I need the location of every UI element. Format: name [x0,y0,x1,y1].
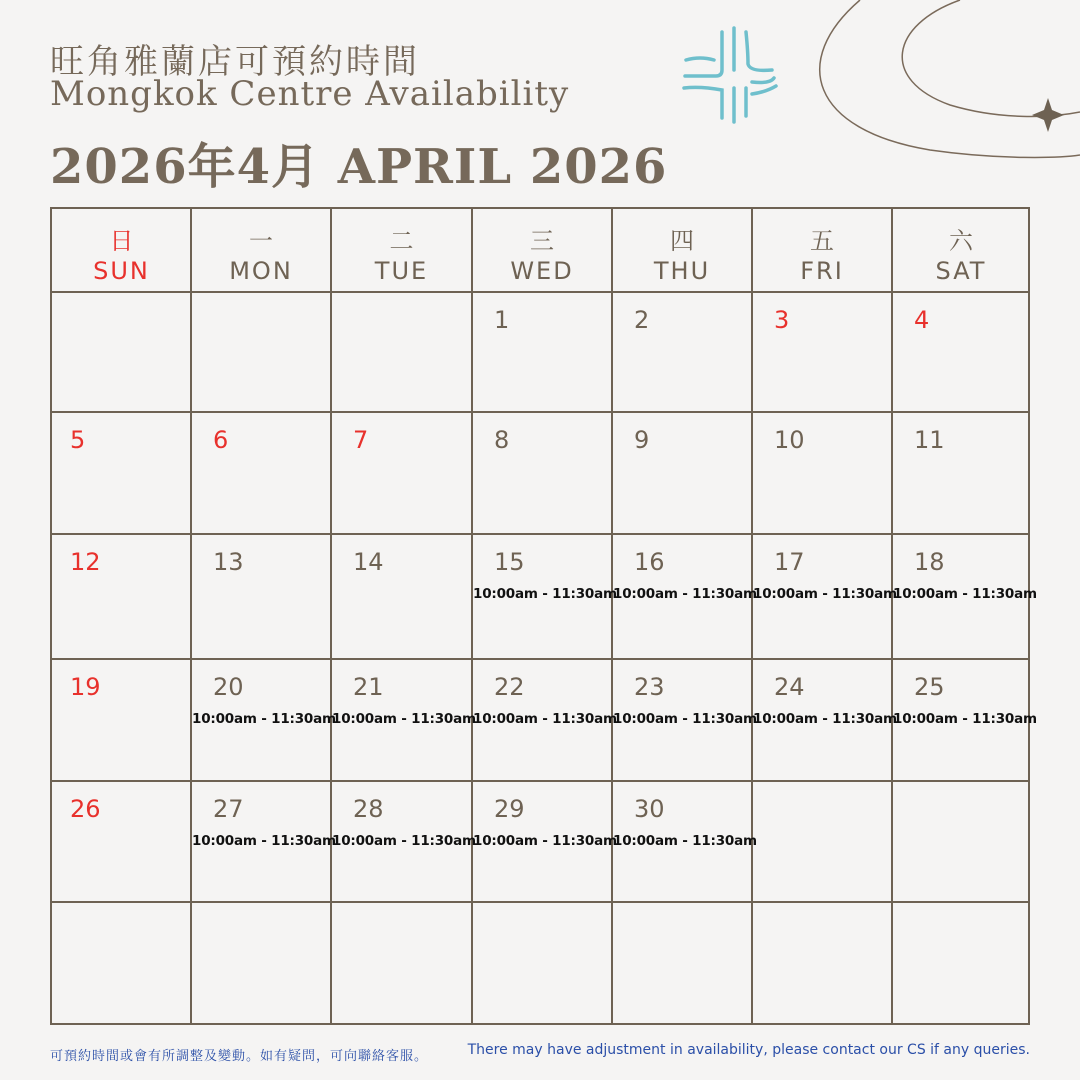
day-number: 1 [494,306,510,334]
time-slot: 10:00am - 11:30am [332,711,476,727]
day-cell[interactable] [472,781,617,902]
day-number: 29 [494,795,525,823]
time-slot: 10:00am - 11:30am [613,711,757,727]
day-cell [52,902,191,1025]
day-cell [191,902,331,1025]
footer-note-chinese: 可預約時間或會有所調整及變動。如有疑問，可向聯絡客服。 [50,1049,429,1064]
day-number: 17 [774,548,805,576]
day-number: 20 [213,673,244,701]
weekday-header-tue [331,209,472,292]
day-cell [892,781,1030,902]
weekday-label-en: TUE [374,257,429,285]
day-number: 3 [774,306,790,334]
weekday-label-en: MON [229,257,293,285]
day-cell[interactable] [472,292,612,412]
day-number: 12 [70,548,101,576]
day-cell[interactable] [331,534,472,659]
day-cell[interactable] [472,412,612,534]
day-cell[interactable] [191,412,331,534]
day-number: 22 [494,673,525,701]
day-number: 28 [353,795,384,823]
day-cell[interactable] [612,412,752,534]
day-cell[interactable] [52,412,191,534]
day-number: 23 [634,673,665,701]
weekday-label-en: WED [510,257,574,285]
day-number: 10 [774,426,805,454]
weekday-label-en: SUN [93,257,150,285]
day-cell[interactable] [892,534,1037,659]
day-number: 8 [494,426,510,454]
day-cell[interactable] [892,659,1037,781]
weekday-header-mon [191,209,331,292]
time-slot: 10:00am - 11:30am [192,711,336,727]
weekday-header-thu [612,209,752,292]
weekday-label-zh: 六 [949,227,973,255]
title-chinese: 旺角雅蘭店可預約時間 [50,42,420,82]
weekday-label-zh: 三 [530,227,554,255]
day-cell [752,902,892,1025]
day-cell[interactable] [752,412,892,534]
time-slot: 10:00am - 11:30am [753,711,897,727]
day-number: 21 [353,673,384,701]
weekday-label-en: FRI [800,257,844,285]
cross-logo-icon [684,28,776,122]
day-cell [331,902,472,1025]
day-cell [752,781,892,902]
day-cell[interactable] [892,412,1030,534]
title-english: Mongkok Centre Availability [50,74,570,114]
day-cell [331,292,472,412]
time-slot: 10:00am - 11:30am [332,833,476,849]
time-slot: 10:00am - 11:30am [613,833,757,849]
day-number: 14 [353,548,384,576]
day-cell[interactable] [612,659,757,781]
day-number: 5 [70,426,86,454]
day-number: 19 [70,673,101,701]
day-cell[interactable] [752,534,897,659]
day-cell[interactable] [752,659,897,781]
day-cell[interactable] [52,534,191,659]
footer-note-english: There may have adjustment in availability, please contact our CS if any queries. [467,1042,1030,1058]
day-number: 11 [914,426,945,454]
weekday-header-fri [752,209,892,292]
day-cell[interactable] [472,659,617,781]
calendar-grid [50,207,1037,1025]
day-number: 9 [634,426,650,454]
month-title: 2026年4月 APRIL 2026 [50,139,668,195]
day-cell[interactable] [191,534,331,659]
day-cell[interactable] [612,781,757,902]
weekday-label-en: THU [653,257,711,285]
day-cell [191,292,331,412]
day-cell[interactable] [612,292,752,412]
day-cell[interactable] [331,781,476,902]
day-cell[interactable] [331,412,472,534]
day-cell [892,902,1030,1025]
weekday-label-zh: 四 [670,227,694,255]
weekday-header-wed [472,209,612,292]
weekday-label-zh: 一 [249,227,273,255]
day-number: 18 [914,548,945,576]
day-cell[interactable] [752,292,892,412]
day-cell[interactable] [52,781,191,902]
weekday-header-sat [892,209,1030,292]
day-number: 4 [914,306,930,334]
weekday-header-sun [52,209,191,292]
day-number: 27 [213,795,244,823]
day-number: 16 [634,548,665,576]
day-number: 26 [70,795,101,823]
weekday-label-en: SAT [935,257,987,285]
time-slot: 10:00am - 11:30am [473,711,617,727]
day-number: 2 [634,306,650,334]
time-slot: 10:00am - 11:30am [192,833,336,849]
sparkle-icon [1032,98,1064,132]
weekday-label-zh: 二 [389,227,414,255]
time-slot: 10:00am - 11:30am [893,586,1037,602]
day-cell[interactable] [191,781,336,902]
day-cell [612,902,752,1025]
weekday-label-zh: 日 [109,227,134,255]
day-number: 13 [213,548,244,576]
time-slot: 10:00am - 11:30am [893,711,1037,727]
time-slot: 10:00am - 11:30am [473,586,617,602]
day-cell[interactable] [612,534,757,659]
day-cell [472,902,612,1025]
time-slot: 10:00am - 11:30am [473,833,617,849]
day-number: 30 [634,795,665,823]
orbit-arcs [820,0,1080,157]
time-slot: 10:00am - 11:30am [753,586,897,602]
day-number: 7 [353,426,369,454]
time-slot: 10:00am - 11:30am [613,586,757,602]
weekday-label-zh: 五 [810,227,834,255]
day-number: 24 [774,673,805,701]
day-number: 15 [494,548,525,576]
day-cell [52,292,191,412]
day-cell[interactable] [472,534,617,659]
day-cell[interactable] [331,659,476,781]
day-number: 25 [914,673,945,701]
day-number: 6 [213,426,229,454]
day-cell[interactable] [892,292,1030,412]
day-cell[interactable] [191,659,336,781]
day-cell[interactable] [52,659,191,781]
